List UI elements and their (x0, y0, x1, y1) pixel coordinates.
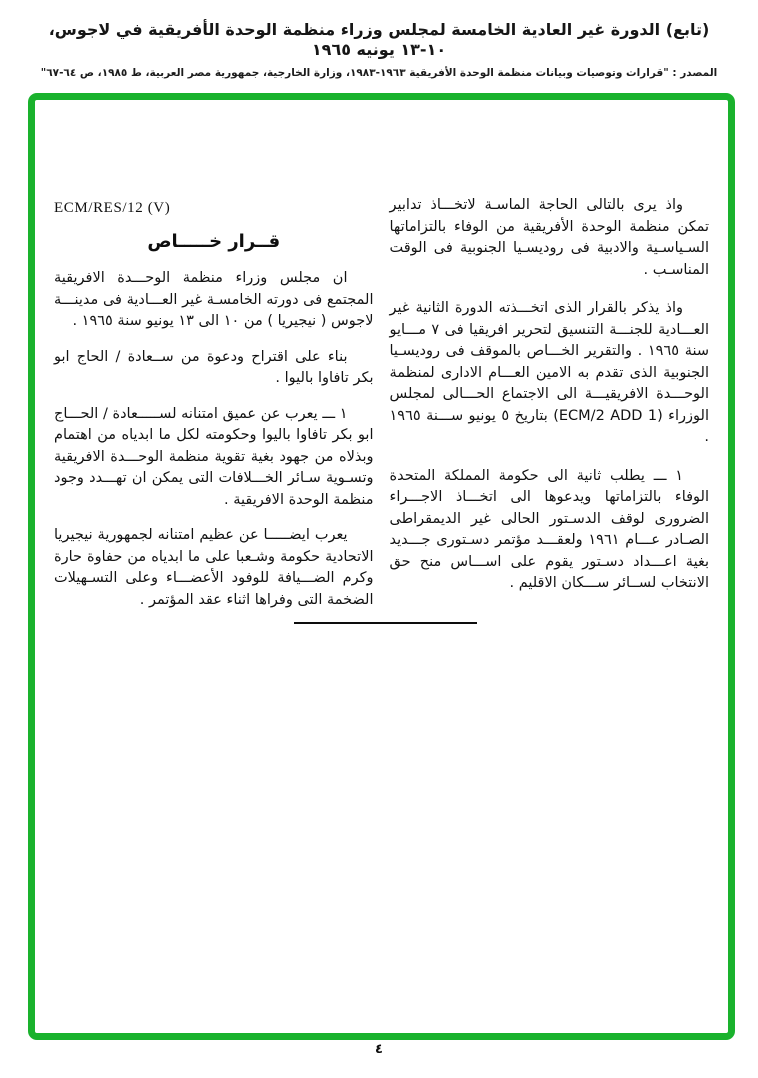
page-number: ٤ (375, 1042, 383, 1057)
paragraph-invitation: بناء على اقتراح ودعوة من ســعادة / الحاج ابو بكر تافاوا باليوا . (54, 348, 374, 386)
green-border-frame (28, 93, 735, 1040)
column-left (54, 195, 374, 625)
section-divider-rule (294, 622, 477, 624)
paragraph-preamble-2: واذ يذكر بالقرار الذى اتخـــذته الدورة الثانية غير العـــادية للجنـــة التنسيق لتحرير افريقيا فى ٧ مـــايو سنة ١٩٦٥ . والتقرير الخـــاص بالموقف فى روديسـيا الجنوبية الذى تقدم به الامين العـــام الادارى لمنظمة الوحـــدة الافريقيـــة الى الاجتماع الحـــالى لمجلس الوزراء (ECM/2 ADD 1) بتاريخ ٥ يونيو ســـنة ١٩٦٥ . (389, 300, 709, 445)
two-column-content (35, 100, 728, 625)
paragraph-operative-1: ١ ـــ يطلب ثانية الى حكومة المملكة المتحدة الوفاء بالتزاماتها ويدعوها الى اتخـــاذ الاجـــراء الضرورى لوقف الدسـتور الحالى غير الديمقراطى الصـادر عـــام ١٩٦١ ولعقـــد مؤتمر دسـتورى جـــديد بغية اعـــداد دسـتور يقوم على اســـاس منح حق الانتخاب لســائر ســـكان الاقليم . (389, 467, 709, 591)
paragraph-council-meeting: ان مجلس وزراء منظمة الوحـــدة الافريقية المجتمع فى دورته الخامسـة غير العـــادية فى مدينـــة لاجوس ( نيجيريا ) من ١٠ الى ١٣ يونيو سنة ١٩٦٥ . (54, 270, 374, 329)
column-right (390, 195, 710, 625)
paragraph-gratitude-2: يعرب ايضـــــا عن عظيم امتنانه لجمهورية نيجيريا الاتحادية حكومة وشـعبا على ما ابدياه من حفاوة حارة وكرم الضـــيافة للوفود الأعضـــاء وعلى التسـهيلات الضخمة التى وفراها اثناء عقد المؤتمر . (54, 527, 374, 608)
paragraph-gratitude-1: ١ ـــ يعرب عن عميق امتنانه لســـــعادة / الحـــاج ابو بكر تافاوا باليوا وحكومته لكل ما ابدياه من اهتمام وبذلاه من جهود بغية تقوية منظمة الوحـــدة الافريقية وتسـوية سـائر الخـــلافات التى يمكن ان تهـــدد وجود منظمة الوحدة الافريقية . (54, 405, 374, 508)
page-header (0, 0, 758, 79)
header-source-line: المصدر : "قرارات وتوصيات وبيانات منظمة الوحدة الأفريقية ١٩٦٣-١٩٨٣، وزارة الخارجية، جمهورية مصر العربية، ط ١٩٨٥، ص ٦٤-٦٧" (40, 67, 718, 79)
paragraph-preamble-1: واذ يرى بالتالى الحاجة الماسـة لاتخـــاذ تدابير تمكن منظمة الوحدة الأفريقية من الوفاء بالتزاماتها السـياسـية والادبية فى روديسـيا الجنوبية فى الوقت المناسـب . (389, 197, 709, 278)
header-title: (تابع) الدورة غير العادية الخامسة لمجلس وزراء منظمة الوحدة الأفريقية في لاجوس، ١٠-١٣ يونيه ١٩٦٥ (48, 20, 710, 59)
resolution-title: قــرار خـــــاص (147, 231, 281, 252)
resolution-reference: ECM/RES/12 (V) (54, 200, 171, 216)
